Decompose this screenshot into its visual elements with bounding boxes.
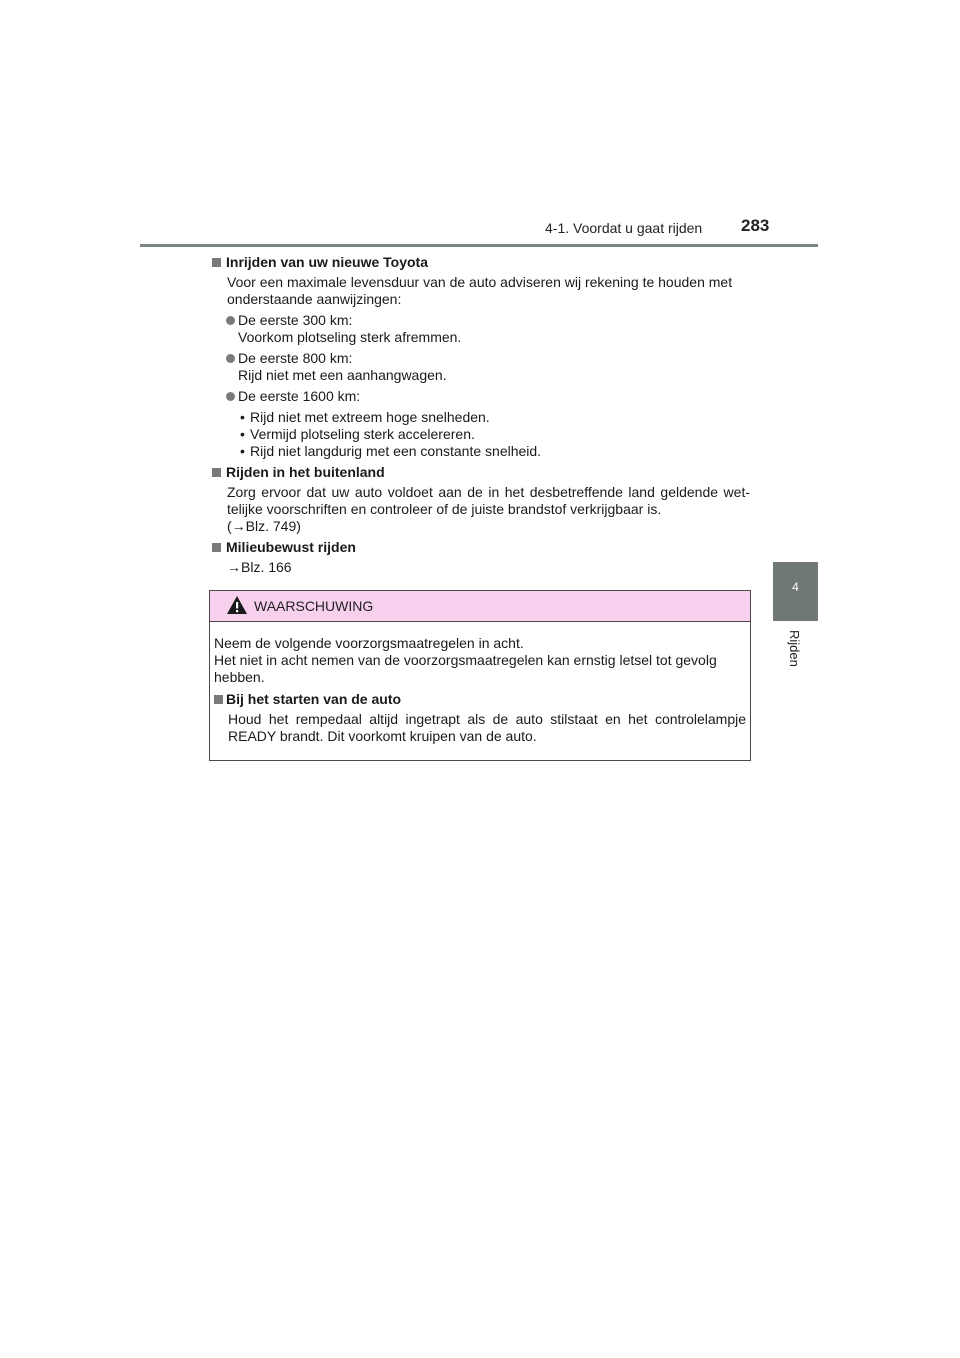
heading-text: Rijden in het buitenland xyxy=(226,464,385,480)
breaking-in-intro: Voor een maximale levensduur van de auto adviseren wij rekening te houden met onderstaande aanwijzingen: xyxy=(227,274,733,307)
sub-list-text: Rijd niet met extreem hoge snelheden. xyxy=(250,409,490,425)
section-heading-eco xyxy=(210,539,750,556)
sub-bullet-mark: • xyxy=(240,409,245,425)
square-bullet-icon xyxy=(212,258,221,267)
sub-list-text: Rijd niet langdurig met een constante snelheid. xyxy=(250,443,542,459)
warning-title: WAARSCHUWING xyxy=(254,598,374,614)
warning-triangle-icon xyxy=(226,595,248,620)
page-reference-link[interactable]: (→Blz. 749) xyxy=(227,518,301,534)
chapter-label-container xyxy=(786,630,806,690)
list-item-title: De eerste 300 km: xyxy=(238,312,353,328)
main-content xyxy=(210,254,750,580)
heading-text: Inrijden van uw nieuwe Toyota xyxy=(226,254,428,270)
sub-list-item xyxy=(210,443,750,460)
warning-sub-text: Houd het rempedaal altijd ingetrapt als de auto stilstaat en het controlelampje READY brandt. Dit voorkomt kruipen van de auto. xyxy=(228,711,746,744)
round-bullet-icon xyxy=(226,316,235,325)
list-item xyxy=(210,312,750,346)
warning-line: Neem de volgende voorzorgsmaatregelen in acht. xyxy=(214,635,524,651)
page-number: 283 xyxy=(741,216,770,235)
warning-box xyxy=(209,590,751,761)
chapter-number: 4 xyxy=(792,580,799,594)
round-bullet-icon xyxy=(226,392,235,401)
header-section-title: 4-1. Voordat u gaat rijden xyxy=(545,220,703,236)
list-item xyxy=(210,350,750,384)
page-reference-link[interactable]: →Blz. 166 xyxy=(227,559,292,575)
abroad-text: Zorg ervoor dat uw auto voldoet aan de in het desbetreffende land geldende wet-telijke voorschriften en controleer of de juiste brandstof verkrijgbaar is. xyxy=(227,484,750,517)
square-bullet-icon xyxy=(212,468,221,477)
header-divider xyxy=(140,244,818,247)
section-heading-breaking-in xyxy=(210,254,750,271)
warning-header xyxy=(210,591,750,622)
heading-text: Bij het starten van de auto xyxy=(226,691,402,707)
square-bullet-icon xyxy=(212,543,221,552)
list-item-title: De eerste 800 km: xyxy=(238,350,353,366)
warning-body xyxy=(210,622,750,745)
heading-text: Milieubewust rijden xyxy=(226,539,356,555)
list-item-title: De eerste 1600 km: xyxy=(238,388,361,404)
sub-bullet-mark: • xyxy=(240,443,245,459)
warning-sub-heading xyxy=(214,691,746,708)
section-heading-abroad xyxy=(210,464,750,481)
list-item-text: Voorkom plotseling sterk afremmen. xyxy=(238,329,462,345)
sub-list-item xyxy=(210,409,750,426)
list-item-text: Rijd niet met een aanhangwagen. xyxy=(238,367,447,383)
chapter-label: Rijden xyxy=(787,630,802,667)
abroad-paragraph xyxy=(210,484,750,535)
round-bullet-icon xyxy=(226,354,235,363)
sub-bullet-mark: • xyxy=(240,426,245,442)
warning-line: Het niet in acht nemen van de voorzorgsmaatregelen kan ernstig letsel tot gevolg hebben. xyxy=(214,652,717,685)
square-bullet-icon xyxy=(214,695,223,704)
sub-list-text: Vermijd plotseling sterk accelereren. xyxy=(250,426,475,442)
sub-list-item xyxy=(210,426,750,443)
list-item xyxy=(210,388,750,405)
chapter-tab xyxy=(773,562,818,621)
